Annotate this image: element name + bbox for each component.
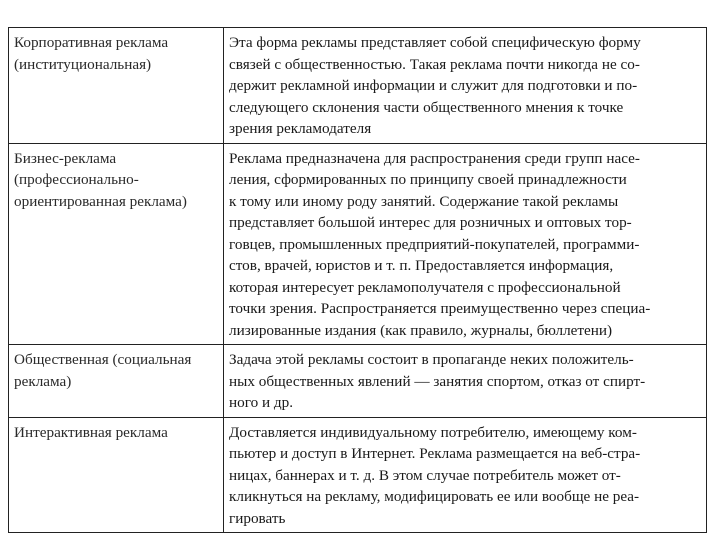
description-cell bbox=[224, 417, 707, 533]
description-line: ных общественных явлений — занятия спортом, отказ от спирт- bbox=[229, 372, 646, 390]
description-line: кликнуться на рекламу, модифицировать ее или вообще не реа- bbox=[229, 488, 640, 505]
description-line: говцев, промышленных предприятий-покупателей, программи- bbox=[229, 235, 640, 253]
term-cell bbox=[9, 417, 224, 533]
term-line: Бизнес-реклама bbox=[14, 149, 117, 167]
description-line: Задача этой рекламы состоит в пропаганде неких положитель- bbox=[229, 351, 634, 368]
description-line: ления, сформированных по принципу своей принадлежности bbox=[229, 171, 627, 188]
description-line: стов, врачей, юристов и т. п. Предоставляется информация, bbox=[229, 257, 614, 274]
term-line: (институциональная) bbox=[14, 55, 152, 73]
description-line: связей с общественностью. Такая реклама почти никогда не со- bbox=[229, 55, 640, 73]
description-cell bbox=[224, 28, 707, 144]
term-cell bbox=[9, 143, 224, 345]
table-row-business bbox=[9, 143, 707, 345]
description-line: гировать bbox=[229, 509, 286, 527]
description-line: точки зрения. Распространяется преимущественно через специа- bbox=[229, 300, 651, 317]
term-line: Общественная (социальная bbox=[14, 351, 192, 368]
table-row-interactive bbox=[9, 417, 707, 533]
description-line: которая интересует рекламополучателя с профессиональной bbox=[229, 278, 621, 296]
description-cell bbox=[224, 345, 707, 418]
description-line: к тому или иному роду занятий. Содержание такой рекламы bbox=[229, 192, 619, 210]
description-line: пьютер и доступ в Интернет. Реклама размещается на веб-стра- bbox=[229, 445, 641, 462]
term-line: (профессионально- bbox=[14, 171, 139, 188]
term-cell bbox=[9, 345, 224, 418]
description-line: зрения рекламодателя bbox=[229, 120, 372, 137]
description-line: держит рекламной информации и служит для подготовки и по- bbox=[229, 77, 638, 94]
description-line: ного и др. bbox=[229, 394, 294, 411]
description-line: ницах, баннерах и т. д. В этом случае потребитель может от- bbox=[229, 466, 621, 484]
term-cell bbox=[9, 28, 224, 144]
description-line: Эта форма рекламы представляет собой специфическую форму bbox=[229, 34, 641, 51]
table-body bbox=[9, 28, 707, 533]
term-line: ориентированная реклама) bbox=[14, 192, 187, 210]
table-row-corporate bbox=[9, 28, 707, 144]
description-line: Реклама предназначена для распространения среди групп насе- bbox=[229, 149, 640, 167]
term-line: реклама) bbox=[14, 372, 72, 390]
term-line: Корпоративная реклама bbox=[14, 34, 169, 51]
description-line: следующего склонения части общественного мнения к точке bbox=[229, 98, 624, 116]
term-line: Интерактивная реклама bbox=[14, 423, 168, 441]
description-line: лизированные издания (как правило, журналы, бюллетени) bbox=[229, 321, 613, 339]
description-line: Доставляется индивидуальному потребителю, имеющему ком- bbox=[229, 423, 637, 441]
description-cell bbox=[224, 143, 707, 345]
table-row-social bbox=[9, 345, 707, 418]
advertising-types-table bbox=[8, 27, 707, 533]
description-line: представляет большой интерес для розничных и оптовых тор- bbox=[229, 214, 632, 231]
